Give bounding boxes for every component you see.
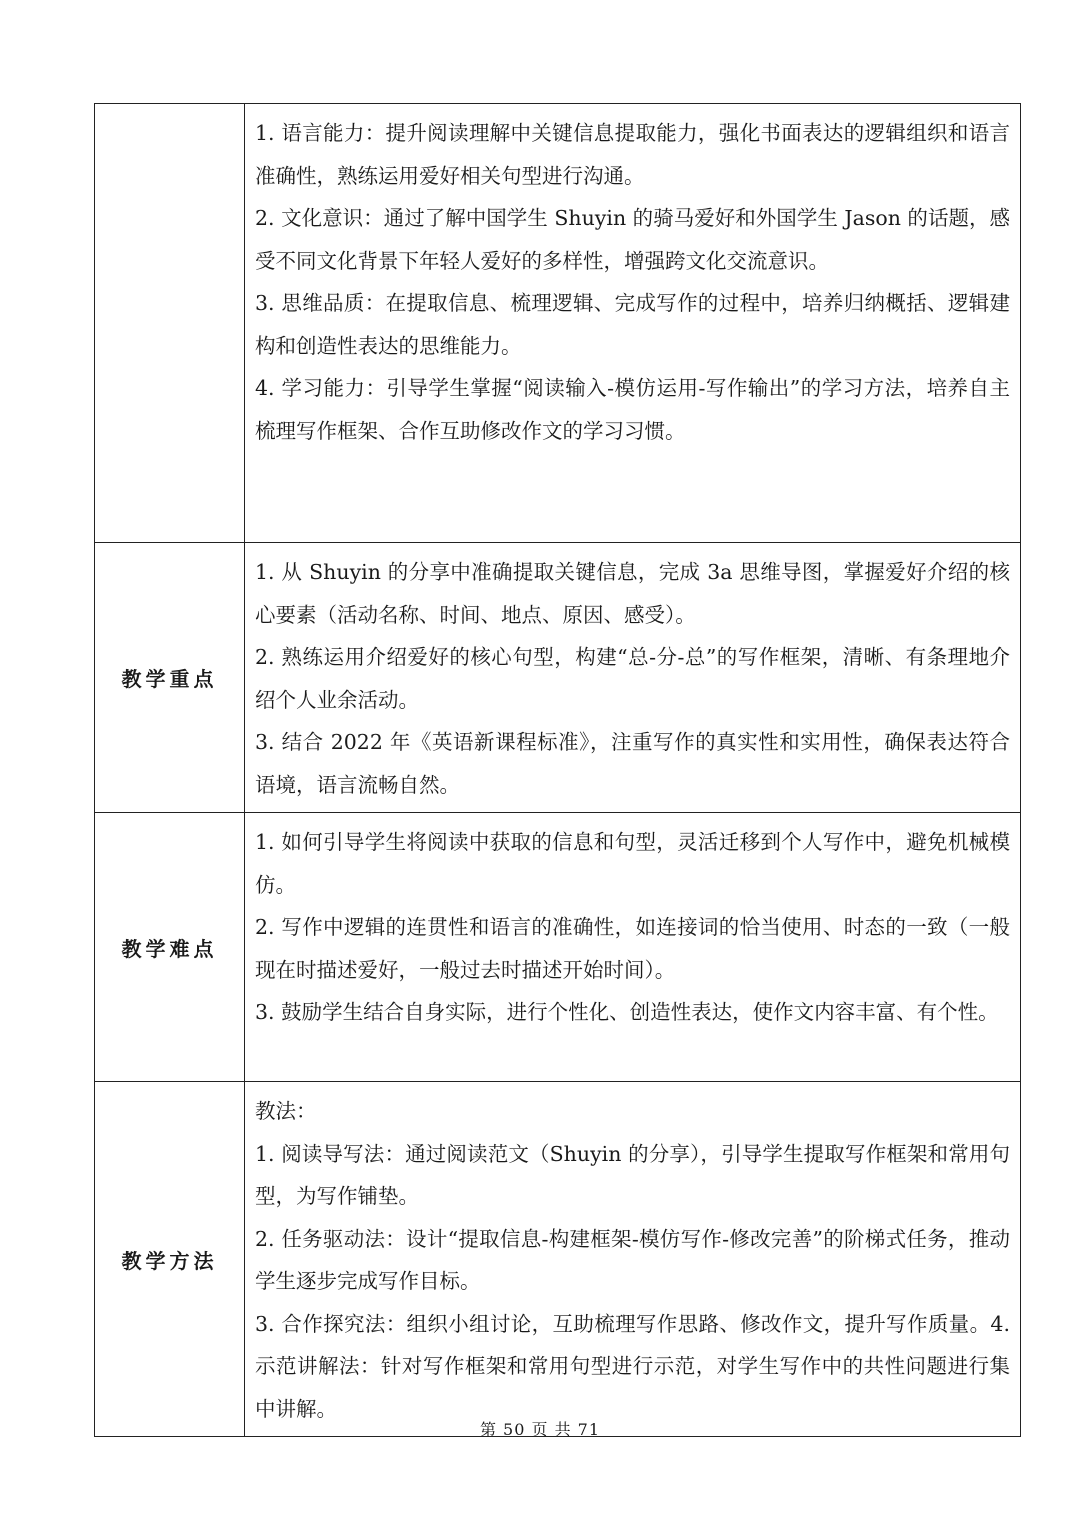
row-content bbox=[245, 104, 1021, 543]
table-row-key-points bbox=[95, 543, 1021, 813]
content-item: 1. 如何引导学生将阅读中获取的信息和句型，灵活迁移到个人写作中，避免机械模仿。 bbox=[255, 830, 1010, 897]
content-item: 3. 结合 2022 年《英语新课程标准》，注重写作的真实性和实用性，确保表达符合语境，语言流畅自然。 bbox=[255, 730, 1010, 797]
table-row-methods bbox=[95, 1082, 1021, 1437]
row-label-key-points: 教学重点 bbox=[95, 543, 245, 813]
content-item: 3. 合作探究法：组织小组讨论，互助梳理写作思路、修改作文，提升写作质量。4. 示范讲解法：针对写作框架和常用句型进行示范，对学生写作中的共性问题进行集中讲解。 bbox=[255, 1311, 1010, 1421]
content-item: 4. 学习能力：引导学生掌握“阅读输入-模仿运用-写作输出”的学习方法，培养自主梳理写作框架、合作互助修改作文的学习习惯。 bbox=[255, 376, 1010, 443]
content-item: 3. 鼓励学生结合自身实际，进行个性化、创造性表达，使作文内容丰富、有个性。 bbox=[255, 1000, 999, 1024]
content-item: 2. 熟练运用介绍爱好的核心句型，构建“总-分-总”的写作框架，清晰、有条理地介绍个人业余活动。 bbox=[255, 645, 1010, 712]
lesson-plan-table bbox=[94, 103, 1021, 1437]
content-item: 3. 思维品质：在提取信息、梳理逻辑、完成写作的过程中，培养归纳概括、逻辑建构和创造性表达的思维能力。 bbox=[255, 291, 1010, 358]
row-label-difficulties: 教学难点 bbox=[95, 813, 245, 1082]
row-content bbox=[245, 543, 1021, 813]
row-content bbox=[245, 1082, 1021, 1437]
row-label bbox=[95, 104, 245, 543]
row-content bbox=[245, 813, 1021, 1082]
content-item: 2. 文化意识：通过了解中国学生 Shuyin 的骑马爱好和外国学生 Jason 的话题，感受不同文化背景下年轻人爱好的多样性，增强跨文化交流意识。 bbox=[255, 206, 1010, 273]
content-item: 1. 从 Shuyin 的分享中准确提取关键信息，完成 3a 思维导图，掌握爱好介绍的核心要素（活动名称、时间、地点、原因、感受）。 bbox=[255, 560, 1010, 627]
row-label-methods: 教学方法 bbox=[95, 1082, 245, 1437]
content-item: 1. 语言能力：提升阅读理解中关键信息提取能力，强化书面表达的逻辑组织和语言准确性，熟练运用爱好相关句型进行沟通。 bbox=[255, 121, 1010, 188]
content-item: 2. 任务驱动法：设计“提取信息-构建框架-模仿写作-修改完善”的阶梯式任务，推动学生逐步完成写作目标。 bbox=[255, 1226, 1010, 1293]
page-number: 第 50 页 共 71 bbox=[479, 1420, 601, 1439]
content-item: 1. 阅读导写法：通过阅读范文（Shuyin 的分享），引导学生提取写作框架和常用句型，为写作铺垫。 bbox=[255, 1141, 1010, 1208]
method-heading: 教法： bbox=[255, 1099, 317, 1123]
content-item: 2. 写作中逻辑的连贯性和语言的准确性，如连接词的恰当使用、时态的一致（一般现在时描述爱好，一般过去时描述开始时间）。 bbox=[255, 915, 1010, 982]
table-row-objectives bbox=[95, 104, 1021, 543]
table-row-difficulties bbox=[95, 813, 1021, 1082]
